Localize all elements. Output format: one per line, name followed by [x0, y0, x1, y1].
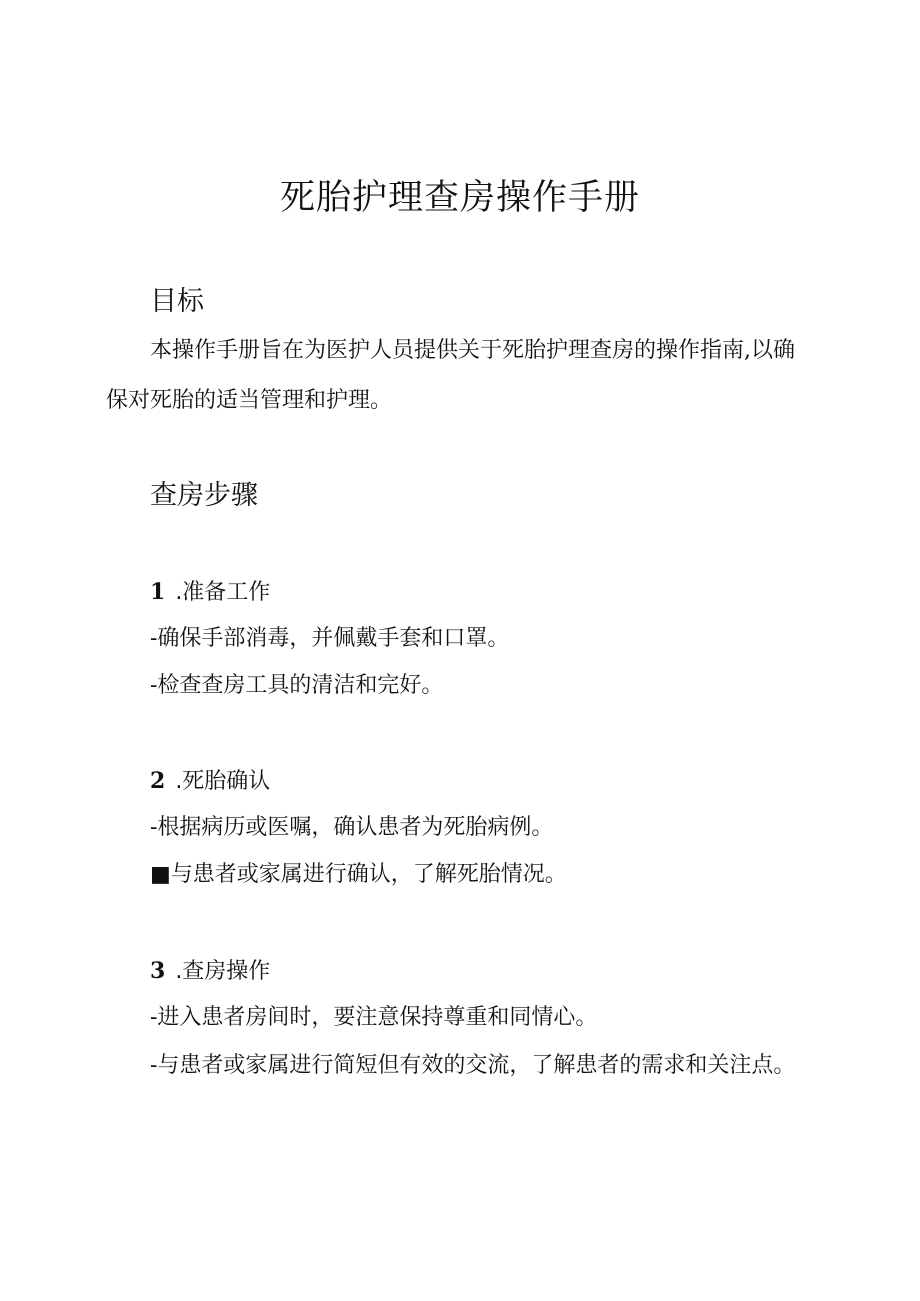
step-1-item-1: -确保手部消毒，并佩戴手套和口罩。 — [150, 626, 510, 651]
objective-heading: 目标 — [150, 286, 204, 317]
steps-heading: 查房步骤 — [150, 480, 258, 511]
step-3-heading — [150, 956, 270, 987]
objective-paragraph: 本操作手册旨在为医护人员提供关于死胎护理查房的操作指南,以确保对死胎的适当管理和护理。 — [106, 338, 795, 413]
step-2-number: 2 — [150, 768, 166, 794]
step-2-item-1: -根据病历或医嘱，确认患者为死胎病例。 — [150, 815, 554, 840]
step-3-item-2: -与患者或家属进行简短但有效的交流，了解患者的需求和关注点。 — [150, 1053, 796, 1078]
step-2-item-2: ■与患者或家属进行确认，了解死胎情况。 — [150, 862, 567, 887]
step-2-heading — [150, 766, 270, 797]
step-3-title: .查房操作 — [175, 959, 271, 984]
step-2-title: .死胎确认 — [175, 769, 271, 794]
step-1-title: .准备工作 — [175, 580, 271, 605]
step-3-item-1: -进入患者房间时，要注意保持尊重和同情心。 — [150, 1005, 598, 1030]
step-1-heading — [150, 577, 270, 608]
step-1-item-2: -检查查房工具的清洁和完好。 — [150, 673, 444, 698]
step-3-number: 3 — [150, 958, 166, 984]
document-title: 死胎护理查房操作手册 — [279, 178, 640, 218]
step-1-number: 1 — [150, 579, 166, 605]
